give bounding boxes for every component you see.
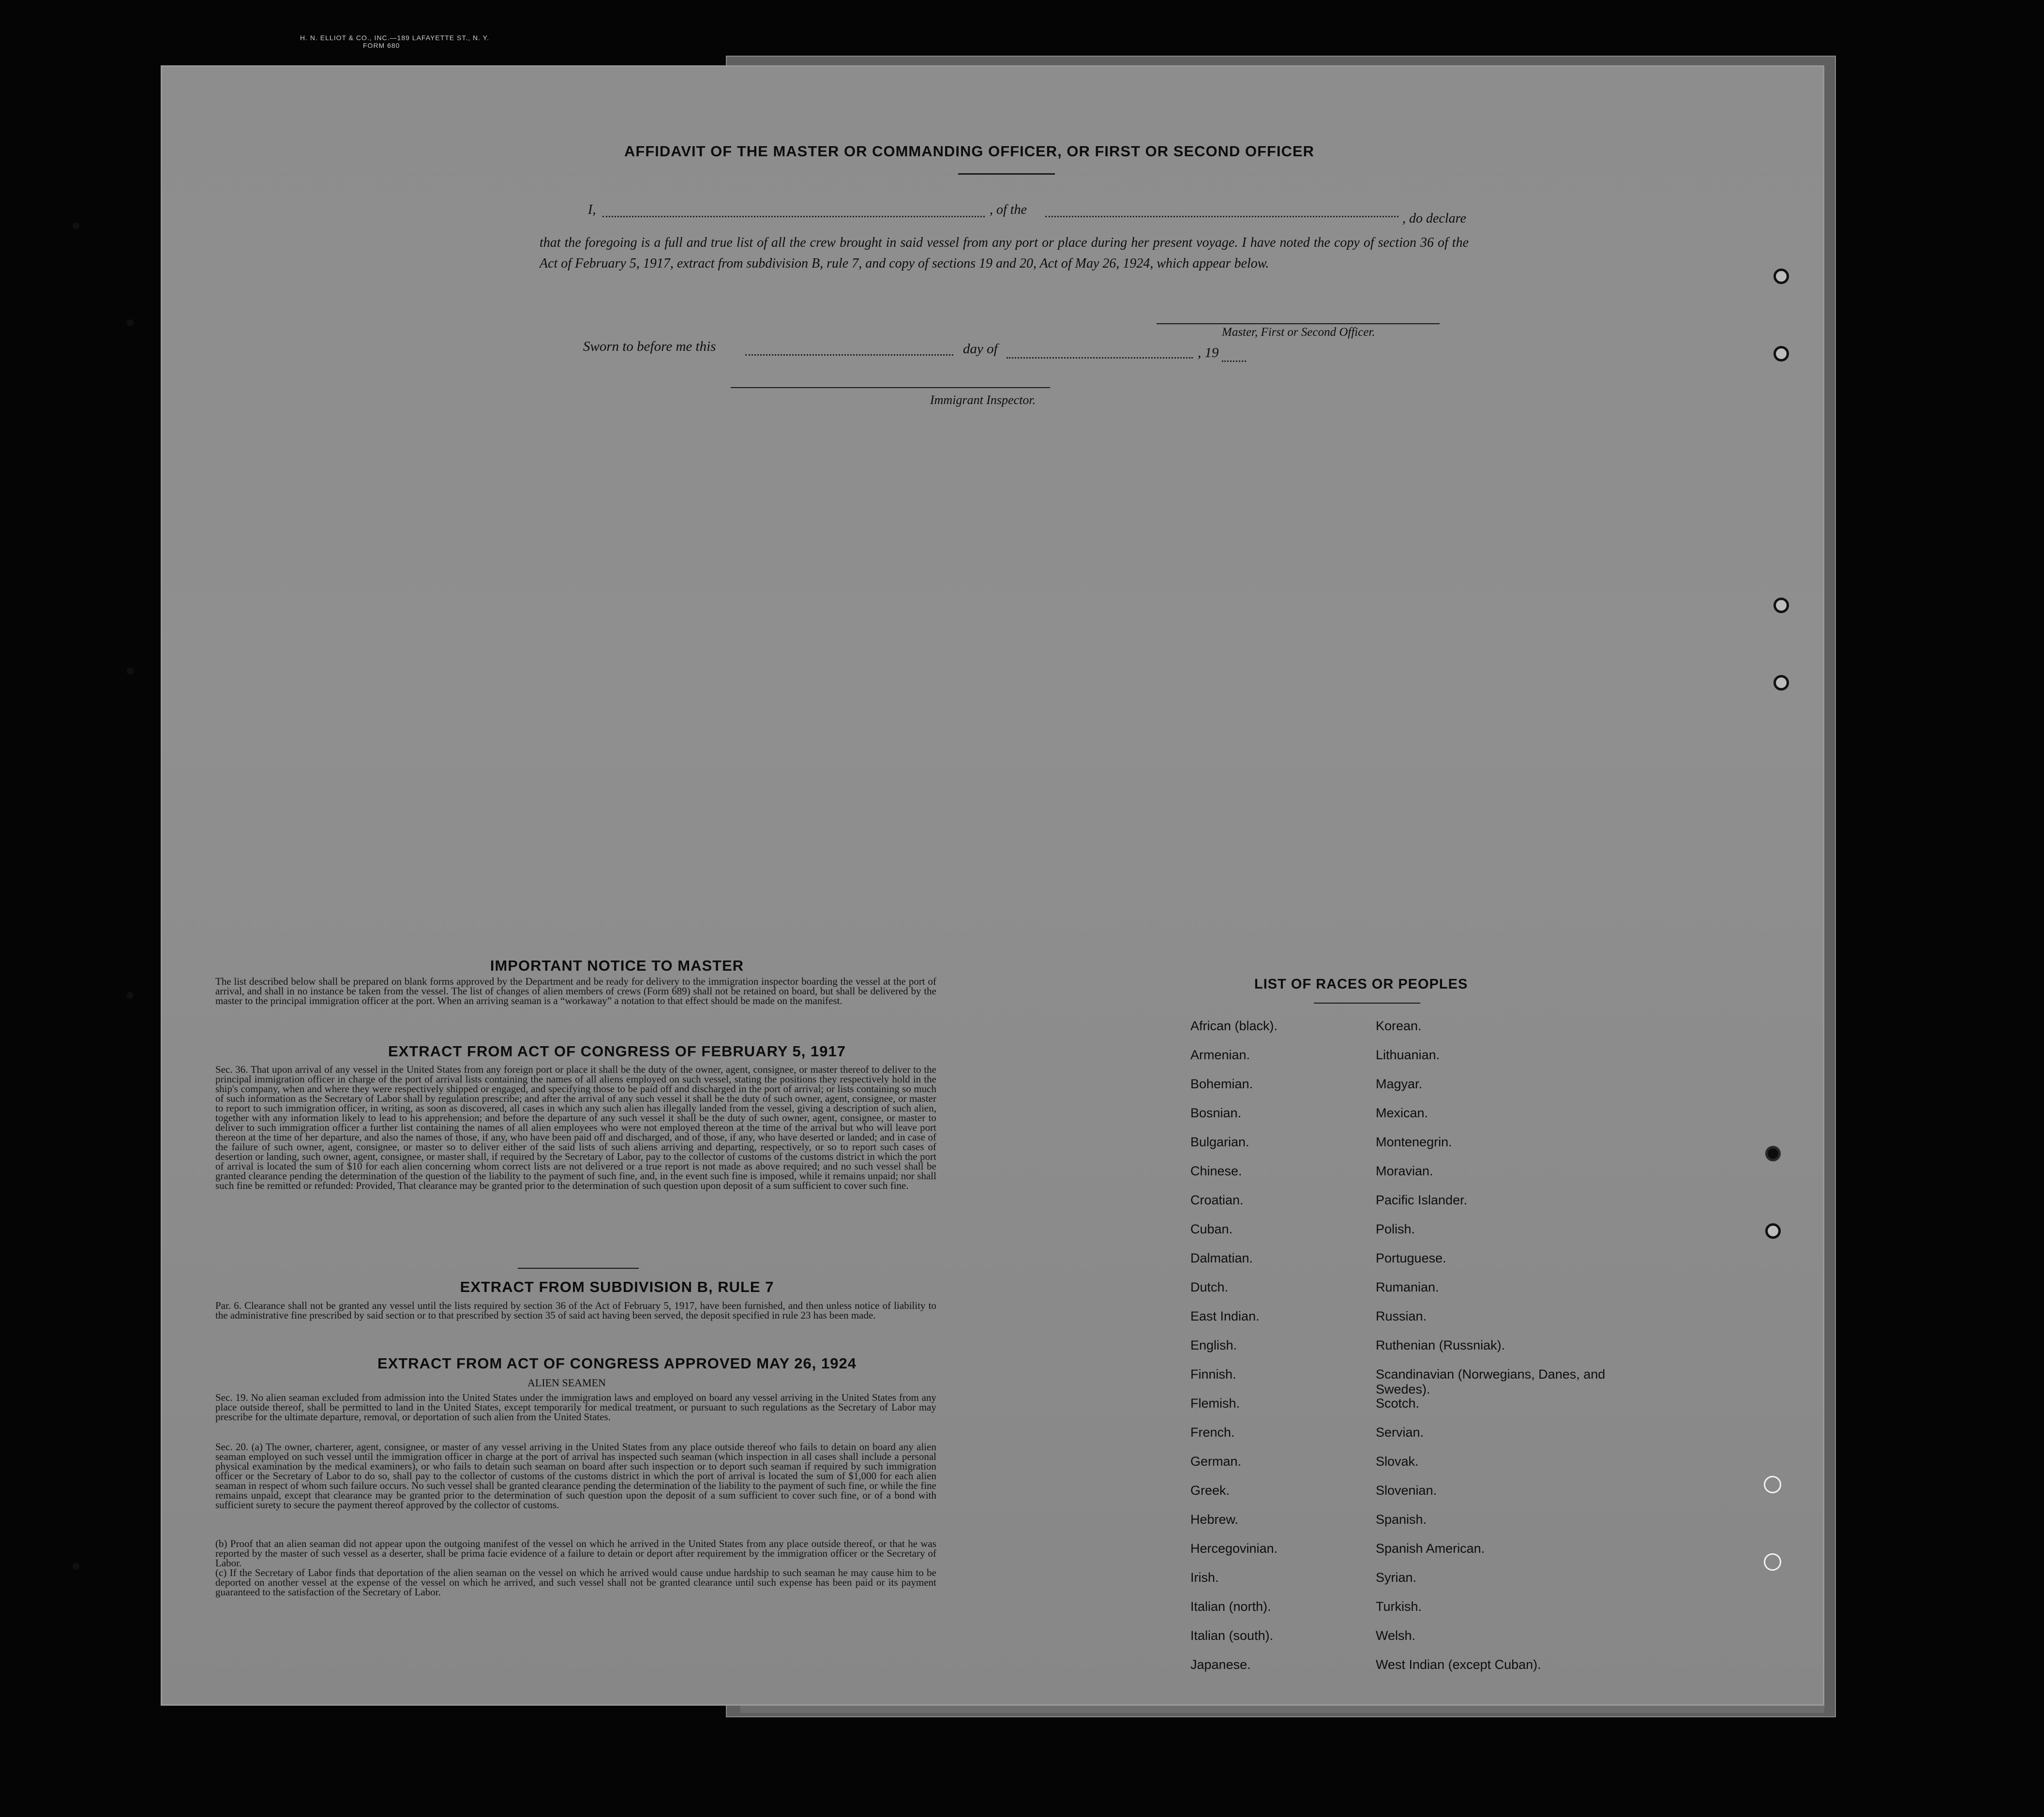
binder-rivet xyxy=(73,223,79,229)
vessel-label: , of the xyxy=(990,202,1027,217)
race-item: Cuban. xyxy=(1190,1222,1233,1236)
binder-rivet xyxy=(127,992,134,999)
affiant-name-field[interactable] xyxy=(602,216,985,217)
race-item: Italian (south). xyxy=(1190,1628,1274,1643)
punch-hole xyxy=(1765,1223,1781,1239)
affidavit-body: that the foregoing is a full and true list of all the crew brought in said vessel from any port or place during her present voyage. I have noted the copy of section 36 of the Act of February 5, 1917, extract from subdivision B, rule 7, and copy of sections 19 and 20, Act of May 26, 1924, which appear below. xyxy=(540,235,1469,271)
race-item: Korean. xyxy=(1376,1019,1422,1033)
extract-1917-title: EXTRACT FROM ACT OF CONGRESS OF FEBRUARY 5, 1917 xyxy=(388,1043,846,1060)
race-item: Slovak. xyxy=(1376,1454,1419,1469)
extract-1924-title: EXTRACT FROM ACT OF CONGRESS APPROVED MAY 26, 1924 xyxy=(377,1355,857,1372)
punch-hole xyxy=(1764,1476,1781,1493)
sworn-year-field[interactable] xyxy=(1222,360,1246,362)
races-title-underline xyxy=(1314,1003,1420,1004)
sec-20c-body: (c) If the Secretary of Labor finds that deportation of the alien seaman on the vessel on which he arrived would cause undue hardship to such seaman he may cause him to be deported on another vessel at the expense of the vessel on which he arrived, and such vessel shall not be granted clearance until such expense has been paid or its payment guaranteed to the satisfaction of the Secretary of Labor. xyxy=(215,1567,936,1598)
sec-20b-body: (b) Proof that an alien seaman did not appear upon the outgoing manifest of the vessel on which he arrived in the United States from any place outside thereof, or that he was reported by the master of such vessel as a deserter, shall be prima facie evidence of a failure to detain or deport after requirement by the immigration officer or the Secretary of Labor. xyxy=(215,1538,936,1569)
race-item: Polish. xyxy=(1376,1222,1415,1236)
race-item: African (black). xyxy=(1190,1019,1278,1033)
race-item: Slovenian. xyxy=(1376,1483,1437,1498)
race-item: Russian. xyxy=(1376,1309,1427,1323)
master-signature-label: Master, First or Second Officer. xyxy=(1222,326,1375,339)
inspector-label: Immigrant Inspector. xyxy=(930,393,1036,407)
sworn-month-field[interactable] xyxy=(1007,357,1193,359)
day-of-label: day of xyxy=(963,341,998,357)
race-item: Ruthenian (Russniak). xyxy=(1376,1338,1505,1352)
punch-hole xyxy=(1765,1146,1781,1161)
title-underline xyxy=(958,173,1055,175)
master-signature-line[interactable] xyxy=(1157,323,1440,324)
race-item: Turkish. xyxy=(1376,1599,1422,1614)
race-item: Lithuanian. xyxy=(1376,1048,1440,1062)
race-item: Bohemian. xyxy=(1190,1077,1253,1091)
affiant-label: I, xyxy=(588,202,596,217)
binder-rivet xyxy=(127,319,134,326)
race-item: Italian (north). xyxy=(1190,1599,1271,1614)
race-item: Japanese. xyxy=(1190,1657,1251,1672)
race-item: Armenian. xyxy=(1190,1048,1250,1062)
sec-20a-body: Sec. 20. (a) The owner, charterer, agent, consignee, or master of any vessel arriving in the United States from any place outside thereof who fails to detain on board any alien seaman employed on such vessel until the immigration officer in charge at the port of arrival has inspected such seaman (which inspection in all cases shall include a personal physical examination by the medical examiners), or who fails to detain such seaman on board after such inspection or to deport such seaman if required by such immigration officer or the Secretary of Labor to do so, shall pay to the collector of customs of the customs district in which the port of arrival is located the sum of $1,000 for each alien seaman in respect of whom such failure occurs. No such vessel shall be granted clearance pending the determination of the liability to the payment of such fine, or while the fine remains unpaid, except that clearance may be granted prior to the determination of such question upon the deposit of a sum sufficient to cover such fine, or of a bond with sufficient surety to secure the payment thereof approved by the collector of customs. xyxy=(215,1441,936,1511)
race-item: Magyar. xyxy=(1376,1077,1423,1091)
race-item: Spanish. xyxy=(1376,1512,1427,1527)
race-item: Portuguese. xyxy=(1376,1251,1446,1265)
race-item: Moravian. xyxy=(1376,1164,1433,1178)
race-item: West Indian (except Cuban). xyxy=(1376,1657,1541,1672)
race-item: Flemish. xyxy=(1190,1396,1240,1411)
sec-19-body: Sec. 19. No alien seaman excluded from admission into the United States under the immigration laws and employed on board any vessel arriving in the United States from any place outside thereof, shall be permitted to land in the United States, except temporarily for medical treatment, or pursuant to such regulations as the Secretary of Labor may prescribe for the ultimate departure, removal, or deportation of such alien from the United States. xyxy=(215,1392,936,1423)
race-item: Hebrew. xyxy=(1190,1512,1239,1527)
race-item: Montenegrin. xyxy=(1376,1135,1452,1149)
extract-1924-subtitle: ALIEN SEAMEN xyxy=(527,1377,606,1389)
printer-line-1: H. N. ELLIOT & CO., INC.—189 LAFAYETTE ST., N. Y. xyxy=(300,34,490,42)
inspector-signature-line[interactable] xyxy=(731,387,1050,388)
race-item: Scandinavian (Norwegians, Danes, and Swedes). xyxy=(1376,1367,1606,1397)
race-item: Dalmatian. xyxy=(1190,1251,1253,1265)
extract-1917-body: Sec. 36. That upon arrival of any vessel in the United States from any foreign port or place it shall be the duty of the owner, agent, consignee, or master thereof to deliver to the principal immigration officer in charge of the port of arrival lists containing the names of all aliens employed on such vessel, stating the positions they respectively hold in the ship's company, when and where they were respectively shipped or engaged, and specifying those to be paid off and discharged in the port of arrival; or lists containing so much of such information as the Secretary of Labor shall by regulation prescribe; and after the arrival of any such vessel it shall be the duty of such owner, agent, consignee, or master to report to such immigration officer, in writing, as soon as discovered, all cases in which any such alien has illegally landed from the vessel, giving a description of such alien, together with any information likely to lead to his apprehension; and before the departure of any such vessel it shall be the duty of such owner, agent, consignee, or master to deliver to such immigration officer a further list containing the names of all alien employees who were not employed thereon at the time of the arrival but who will leave port thereon at the time of her departure, and also the names of those, if any, who have been paid off and discharged, and of those, if any, who have deserted or landed; and in case of the failure of such owner, agent, consignee, or master so to deliver either of the said lists of such aliens arriving and departing, respectively, or so to report such cases of desertion or landing, such owner, agent, consignee, or master shall, if required by the Secretary of Labor, pay to the collector of customs of the customs district in which the port of arrival is located the sum of $10 for each alien concerning whom correct lists are not delivered or a true report is not made as above required; and no such vessel shall be granted clearance pending the determination of the question of the liability to the payment of such fine, and, in the event such fine is imposed, while it remains unpaid; nor shall such fine be remitted or refunded: Provided, That clearance may be granted prior to the determination of such question upon deposit of a sum sufficient to cover such fine. xyxy=(215,1064,936,1191)
race-item: Pacific Islander. xyxy=(1376,1193,1468,1207)
race-item: Bulgarian. xyxy=(1190,1135,1249,1149)
notice-body: The list described below shall be prepared on blank forms approved by the Department and be ready for delivery to the immigration inspector boarding the vessel at the port of arrival, and shall in no instance be taken from the vessel. The list of changes of alien members of crews (Form 689) shall not be retained on board, but shall be delivered by the master to the principal immigration officer at the port. When an arriving seaman is a “workaway” a notation to that effect should be made on the manifest. xyxy=(215,976,936,1006)
sworn-day-field[interactable] xyxy=(745,354,953,356)
race-item: Finnish. xyxy=(1190,1367,1236,1382)
extract-rule7-title: EXTRACT FROM SUBDIVISION B, RULE 7 xyxy=(460,1278,774,1295)
race-item: Servian. xyxy=(1376,1425,1424,1440)
year-label: , 19 xyxy=(1198,345,1219,360)
punch-hole xyxy=(1764,1553,1781,1571)
binder-rivet xyxy=(127,668,134,675)
race-item: Hercegovinian. xyxy=(1190,1541,1278,1556)
races-title: LIST OF RACES OR PEOPLES xyxy=(1254,976,1468,992)
race-item: Scotch. xyxy=(1376,1396,1420,1411)
race-item: Bosnian. xyxy=(1190,1106,1242,1120)
race-item: Mexican. xyxy=(1376,1106,1428,1120)
race-item: French. xyxy=(1190,1425,1235,1440)
binder-rivet xyxy=(73,1563,79,1570)
race-item: Welsh. xyxy=(1376,1628,1416,1643)
race-item: Greek. xyxy=(1190,1483,1230,1498)
declare-label: , do declare xyxy=(1402,211,1466,226)
punch-hole xyxy=(1773,598,1789,613)
race-item: Syrian. xyxy=(1376,1570,1417,1585)
printer-mark xyxy=(300,34,590,63)
race-item: German. xyxy=(1190,1454,1242,1469)
notice-title: IMPORTANT NOTICE TO MASTER xyxy=(490,957,744,974)
extract-rule7-body: Par. 6. Clearance shall not be granted any vessel until the lists required by section 36 of the Act of February 5, 1917, have been furnished, and then unless notice of liability to the administrative fine prescribed by said section or to that prescribed by section 35 of said act having been served, the deposit specified in rule 23 has been made. xyxy=(215,1300,936,1321)
race-item: Dutch. xyxy=(1190,1280,1229,1294)
race-item: English. xyxy=(1190,1338,1237,1352)
race-item: Spanish American. xyxy=(1376,1541,1485,1556)
race-item: Chinese. xyxy=(1190,1164,1242,1178)
punch-hole xyxy=(1773,675,1789,691)
vessel-name-field[interactable] xyxy=(1045,216,1398,217)
punch-hole xyxy=(1773,346,1789,361)
printer-line-2: FORM 680 xyxy=(363,42,400,49)
race-item: Irish. xyxy=(1190,1570,1219,1585)
section-divider xyxy=(518,1268,639,1269)
affidavit-title: AFFIDAVIT OF THE MASTER OR COMMANDING OFFICER, OR FIRST OR SECOND OFFICER xyxy=(624,143,1315,160)
race-item: East Indian. xyxy=(1190,1309,1260,1323)
race-item: Rumanian. xyxy=(1376,1280,1439,1294)
race-item: Croatian. xyxy=(1190,1193,1244,1207)
punch-hole xyxy=(1773,269,1789,284)
sworn-label: Sworn to before me this xyxy=(583,339,716,354)
